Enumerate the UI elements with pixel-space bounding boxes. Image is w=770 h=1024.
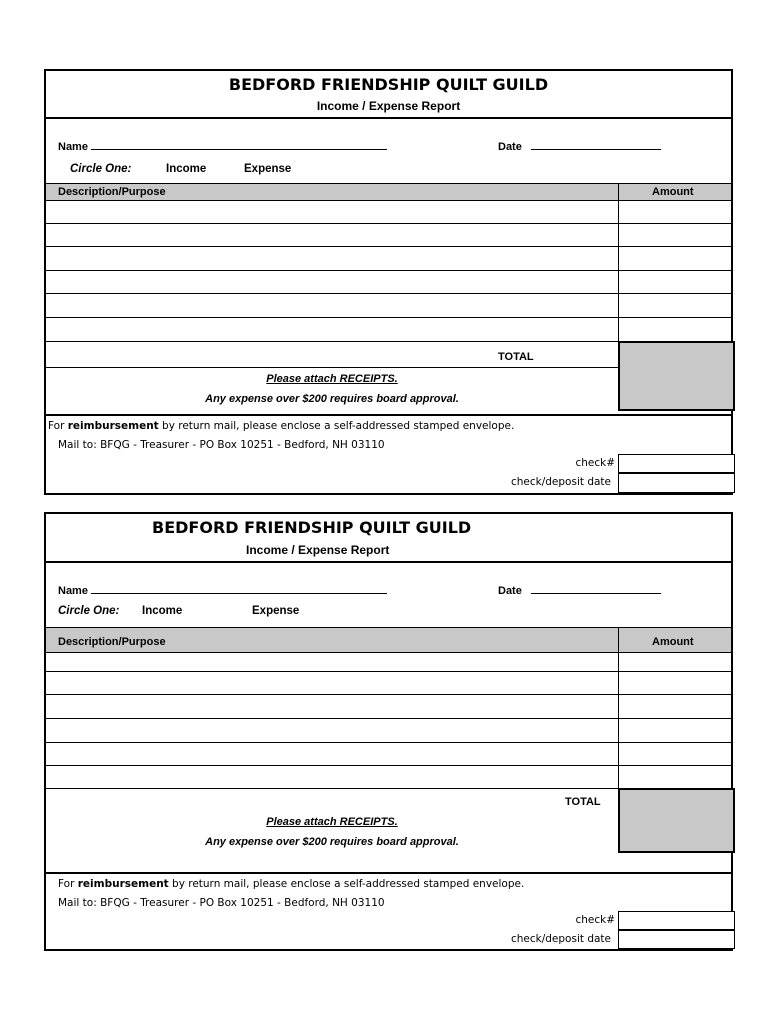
mail-to-address: Mail to: BFQG - Treasurer - PO Box 10251 - Bedford, NH 03110 <box>58 897 385 909</box>
check-date-label: check/deposit date <box>510 933 611 945</box>
check-number-field[interactable] <box>618 911 735 930</box>
date-field[interactable] <box>531 583 661 594</box>
form-subtitle: Income / Expense Report <box>246 543 390 557</box>
check-number-label: check# <box>575 914 615 926</box>
table-row[interactable] <box>46 246 731 247</box>
option-expense[interactable]: Expense <box>244 163 292 175</box>
col-amount-header: Amount <box>652 636 694 648</box>
table-row[interactable] <box>46 718 731 719</box>
table-row[interactable] <box>46 270 731 271</box>
form-title: BEDFORD FRIENDSHIP QUILT GUILD <box>152 518 472 537</box>
check-number-field[interactable] <box>618 454 735 473</box>
reimbursement-note: For reimbursement by return mail, please enclose a self-addressed stamped envelope. <box>58 878 525 890</box>
divider <box>46 561 731 563</box>
table-row[interactable] <box>46 223 731 224</box>
check-date-field[interactable] <box>618 473 735 493</box>
form-subtitle: Income / Expense Report <box>316 99 461 113</box>
date-label-group <box>498 583 661 597</box>
date-label: Date <box>498 585 522 597</box>
divider <box>46 414 731 416</box>
table-row[interactable] <box>46 694 731 695</box>
table-row[interactable] <box>46 765 731 766</box>
expense-form-2 <box>44 512 733 951</box>
col-description-header: Description/Purpose <box>58 636 166 648</box>
divider <box>46 872 731 874</box>
total-amount-box[interactable] <box>618 788 735 853</box>
form-title: BEDFORD FRIENDSHIP QUILT GUILD <box>228 75 549 94</box>
approval-note: Any expense over $200 requires board approval. <box>205 836 459 848</box>
name-label-group <box>58 139 387 153</box>
circle-one-label: Circle One: <box>70 163 132 175</box>
mail-to-address: Mail to: BFQG - Treasurer - PO Box 10251 - Bedford, NH 03110 <box>58 439 385 451</box>
divider <box>46 117 731 119</box>
name-field[interactable] <box>91 583 387 594</box>
approval-note: Any expense over $200 requires board approval. <box>205 393 459 405</box>
total-label: TOTAL <box>565 796 601 808</box>
col-amount-header: Amount <box>652 186 694 198</box>
circle-one-label: Circle One: <box>58 605 120 617</box>
total-amount-box[interactable] <box>618 341 735 411</box>
receipts-note: Please attach RECEIPTS. <box>266 816 398 828</box>
date-field[interactable] <box>531 139 661 150</box>
date-label: Date <box>498 141 522 153</box>
table-row[interactable] <box>46 293 731 294</box>
table-row[interactable] <box>46 742 731 743</box>
reimbursement-note: For reimbursement by return mail, please enclose a self-addressed stamped envelope. <box>48 420 515 432</box>
option-expense[interactable]: Expense <box>252 605 300 617</box>
expense-form-1 <box>44 69 733 495</box>
table-row[interactable] <box>46 317 731 318</box>
name-label: Name <box>58 585 88 597</box>
option-income[interactable]: Income <box>142 605 183 617</box>
total-label: TOTAL <box>498 351 534 363</box>
col-description-header: Description/Purpose <box>58 186 166 198</box>
option-income[interactable]: Income <box>166 163 207 175</box>
check-number-label: check# <box>575 457 615 469</box>
receipts-note: Please attach RECEIPTS. <box>266 373 398 385</box>
table-row[interactable] <box>46 671 731 672</box>
name-label-group <box>58 583 387 597</box>
date-label-group <box>498 139 661 153</box>
check-date-label: check/deposit date <box>510 476 611 488</box>
name-field[interactable] <box>91 139 387 150</box>
check-date-field[interactable] <box>618 930 735 949</box>
name-label: Name <box>58 141 88 153</box>
